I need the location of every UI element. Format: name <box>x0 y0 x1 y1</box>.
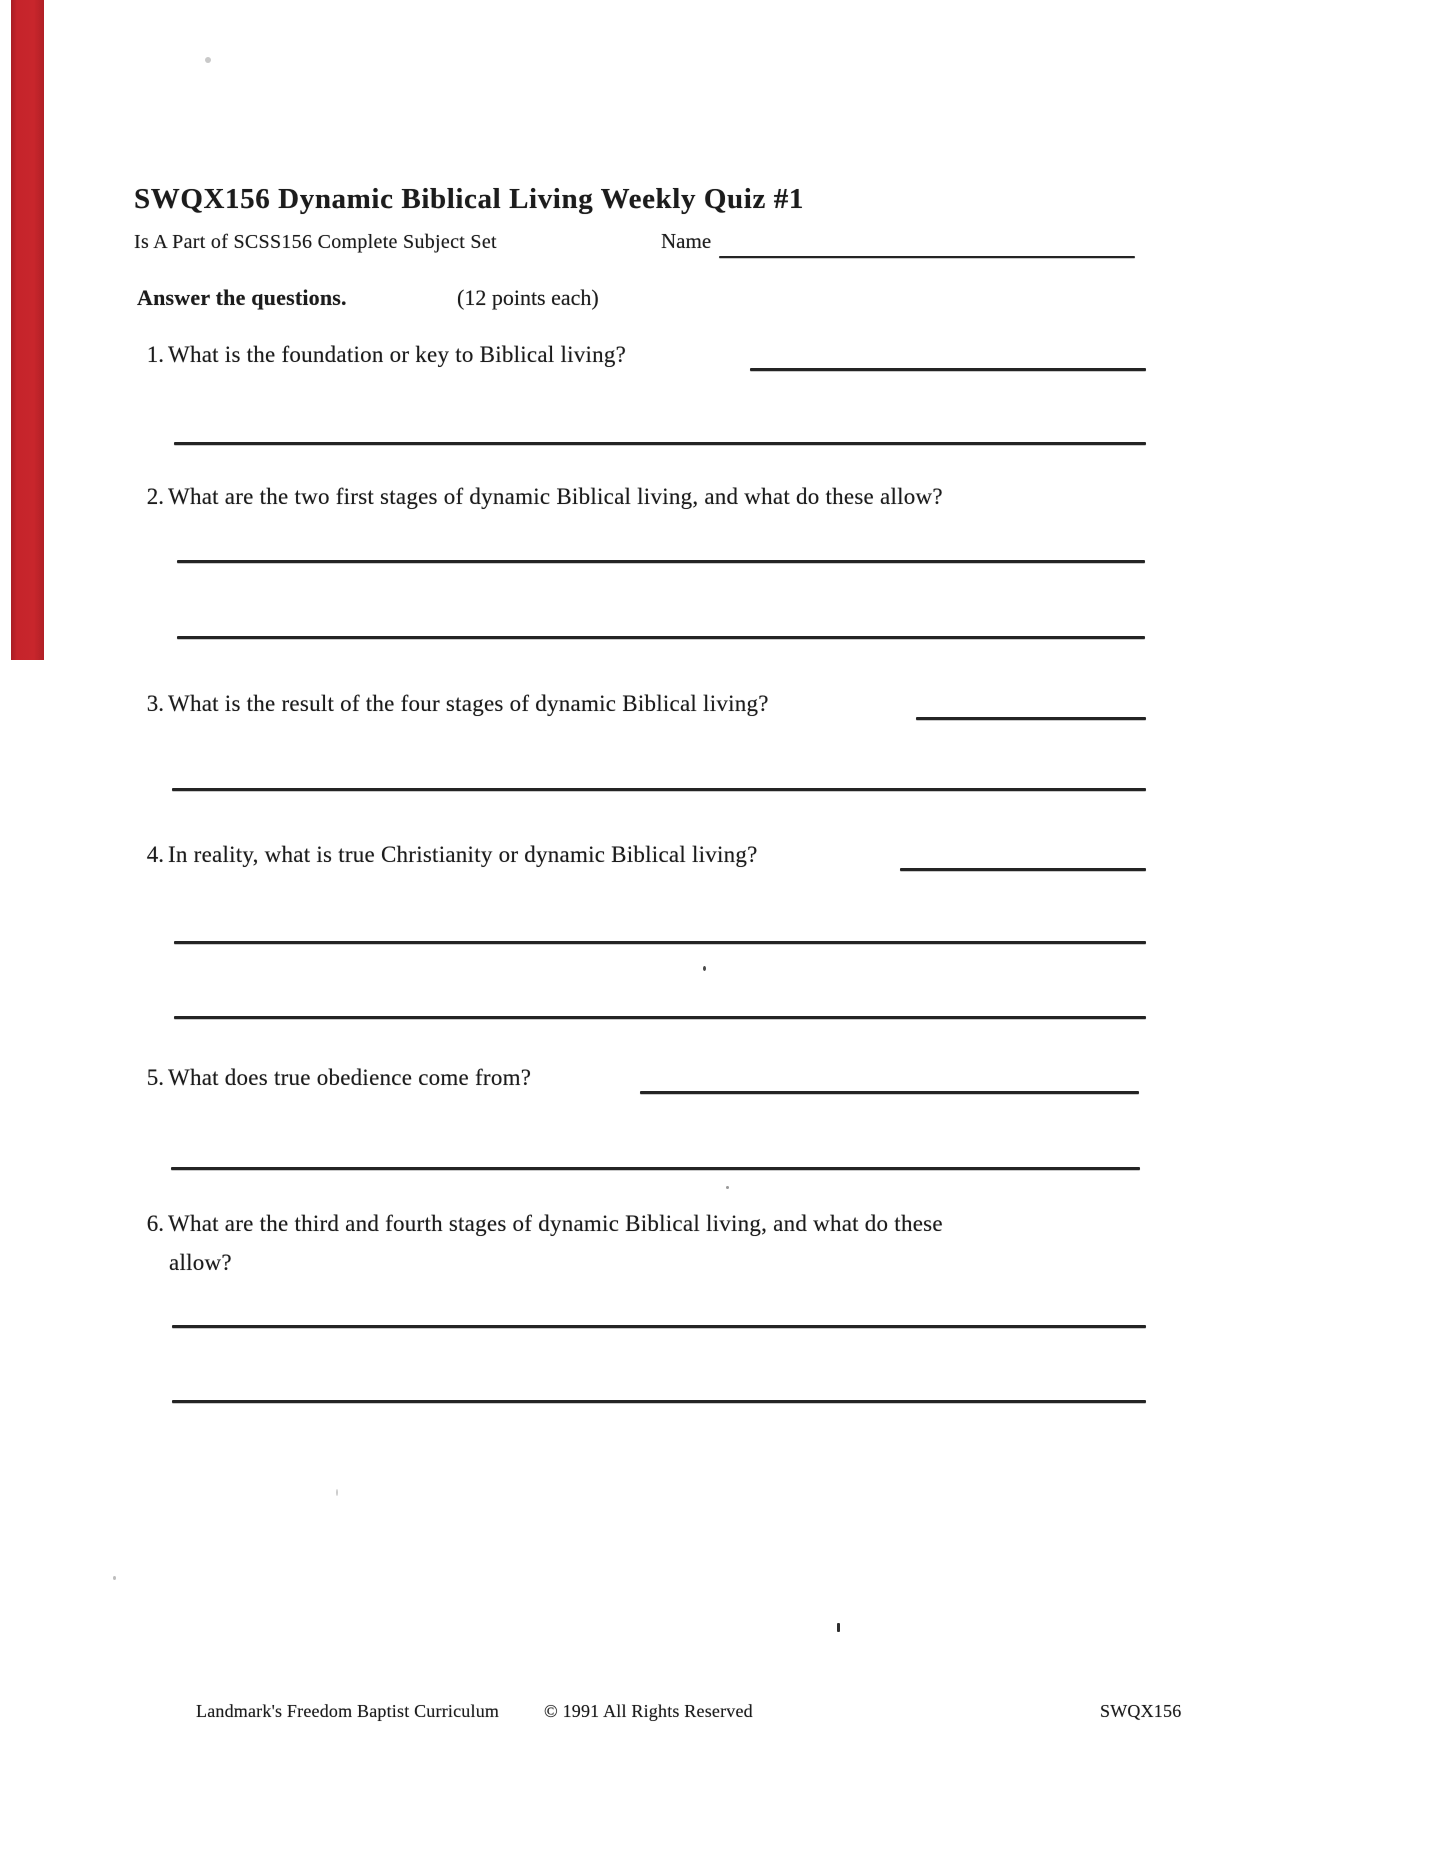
name-label: Name <box>661 229 712 253</box>
inline-answer-blank[interactable] <box>750 368 1146 371</box>
page-title: SWQX156 Dynamic Biblical Living Weekly Quiz #1 <box>134 183 804 215</box>
question-text: What does true obedience come from? <box>168 1065 532 1090</box>
question-number: 6. <box>146 1211 164 1236</box>
question-row <box>136 691 769 717</box>
question-text: What are the third and fourth stages of dynamic Biblical living, and what do these <box>168 1211 943 1236</box>
inline-answer-blank[interactable] <box>640 1091 1139 1094</box>
inline-answer-blank[interactable] <box>900 868 1146 871</box>
footer-code: SWQX156 <box>1100 1701 1182 1721</box>
scan-speck <box>205 57 211 63</box>
question-row <box>136 484 943 510</box>
question-text: In reality, what is true Christianity or dynamic Biblical living? <box>168 842 758 867</box>
page-subtitle: Is A Part of SCSS156 Complete Subject Set <box>134 231 497 253</box>
scan-artifact-red-bar <box>11 0 44 660</box>
answer-line[interactable] <box>172 788 1146 791</box>
answer-line[interactable] <box>177 636 1145 639</box>
answer-line[interactable] <box>174 442 1146 445</box>
points-note: (12 points each) <box>457 285 599 310</box>
answer-line[interactable] <box>171 1167 1140 1170</box>
scan-speck <box>336 1489 338 1496</box>
inline-answer-blank[interactable] <box>916 717 1146 720</box>
footer-publisher: Landmark's Freedom Baptist Curriculum <box>196 1701 500 1721</box>
question-number: 1. <box>146 342 164 367</box>
question-row <box>136 842 758 868</box>
answer-line[interactable] <box>174 1016 1146 1019</box>
name-line[interactable] <box>719 256 1135 258</box>
question-text-continued: allow? <box>169 1250 232 1275</box>
scan-speck <box>703 966 706 971</box>
answer-line[interactable] <box>177 560 1145 563</box>
scan-speck <box>837 1623 840 1632</box>
question-number: 3. <box>146 691 164 716</box>
question-row <box>136 1065 531 1091</box>
question-text: What are the two first stages of dynamic Biblical living, and what do these allow? <box>168 484 943 509</box>
answer-line[interactable] <box>172 1325 1146 1328</box>
instructions-label: Answer the questions. <box>137 285 347 310</box>
question-row <box>136 1211 943 1237</box>
scan-speck <box>726 1186 729 1189</box>
question-text: What is the result of the four stages of dynamic Biblical living? <box>168 691 769 716</box>
question-text: What is the foundation or key to Biblical living? <box>168 342 627 367</box>
answer-line[interactable] <box>172 1400 1146 1403</box>
question-row <box>136 342 626 368</box>
question-number: 2. <box>146 484 164 509</box>
footer-copyright: © 1991 All Rights Reserved <box>544 1701 753 1721</box>
scan-speck <box>113 1576 116 1580</box>
question-number: 5. <box>146 1065 164 1090</box>
question-number: 4. <box>146 842 164 867</box>
answer-line[interactable] <box>174 941 1146 944</box>
